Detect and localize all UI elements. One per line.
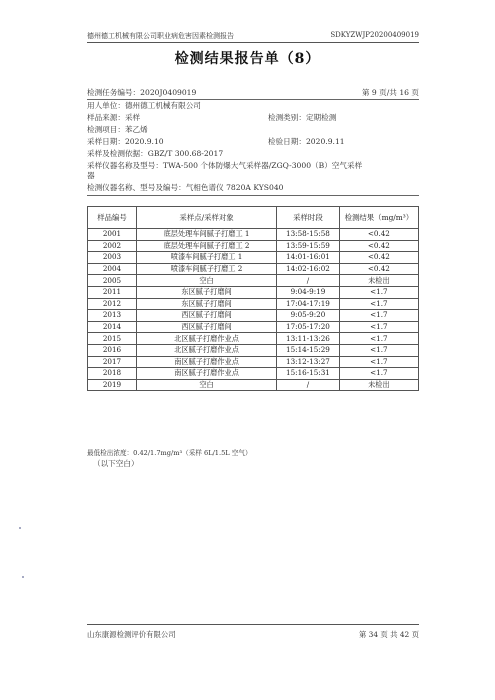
sample-no-cell: 2015 [88, 333, 137, 345]
meta-bottom-divider [87, 195, 419, 196]
result-cell: <0.42 [339, 252, 418, 264]
sampling-point-cell: 西区腻子打磨间 [136, 321, 276, 333]
blank-below-note: （以下空白） [93, 459, 139, 468]
result-cell: <1.7 [339, 310, 418, 322]
sampling-point-cell: 北区腻子打磨作业点 [136, 344, 276, 356]
sampling-point-cell: 喷漆车间腻子打磨工 1 [136, 252, 276, 264]
test-date: 检验日期：2020.9.11 [268, 137, 345, 146]
sample-no-cell: 2004 [88, 263, 137, 275]
footer-company: 山东康源检测评价有限公司 [87, 630, 176, 639]
sample-source: 样品来源：采样 [87, 113, 141, 122]
table-row [88, 321, 419, 333]
sample-no-cell: 2013 [88, 310, 137, 322]
meta-standard-row [87, 149, 419, 159]
footer-divider [87, 624, 419, 625]
sampling-point-cell: 喷漆车间腻子打磨工 2 [136, 263, 276, 275]
result-cell: 未检出 [339, 379, 418, 391]
sample-no-cell: 2018 [88, 368, 137, 380]
table-row [88, 298, 419, 310]
sampling-point-cell: 东区腻子打磨间 [136, 298, 276, 310]
result-cell: <0.42 [339, 229, 418, 241]
test-instrument: 检测仪器名称、型号及编号：气相色谱仪 7820A KYS040 [87, 183, 284, 192]
sampling-period-cell: 13:58-15:58 [277, 229, 340, 241]
result-cell: 未检出 [339, 275, 418, 287]
header-report-name: 德州德工机械有限公司职业病危害因素检测报告 [87, 32, 234, 40]
sample-no-cell: 2012 [88, 298, 137, 310]
footer-page-number: 第 34 页 共 42 页 [358, 630, 419, 639]
meta-employer-row [87, 101, 419, 111]
result-cell: <1.7 [339, 286, 418, 298]
header-sampling-period: 采样时段 [277, 207, 340, 229]
header-result: 检测结果（mg/m³） [339, 207, 418, 229]
table-row [88, 263, 419, 275]
sampling-point-cell: 底层处理车间腻子打磨工 2 [136, 240, 276, 252]
result-cell: <1.7 [339, 298, 418, 310]
result-cell: <1.7 [339, 344, 418, 356]
header-divider [87, 42, 419, 43]
report-title: 检测结果报告单（8） [174, 51, 321, 67]
detection-limit-note: 最低检出浓度：0.42/1.7mg/m³（采样 6L/1.5L 空气） [87, 449, 252, 457]
header-report-code: SDKYZWJP20200409019 [330, 31, 419, 39]
sample-no-cell: 2011 [88, 286, 137, 298]
sample-no-cell: 2003 [88, 252, 137, 264]
task-number: 检测任务编号：2020J0409019 [87, 88, 197, 97]
header-sampling-point: 采样点/采样对象 [136, 207, 276, 229]
result-cell: <1.7 [339, 356, 418, 368]
sample-no-cell: 2017 [88, 356, 137, 368]
sampling-period-cell: 9:05-9:20 [277, 310, 340, 322]
table-row [88, 368, 419, 380]
result-cell: <0.42 [339, 263, 418, 275]
table-row [88, 240, 419, 252]
table-header-row [88, 207, 419, 229]
page-indicator: 第 9 页/共 16 页 [361, 88, 419, 97]
table-row [88, 310, 419, 322]
results-table [87, 206, 419, 391]
sampling-period-cell: / [277, 379, 340, 391]
meta-divider [87, 99, 419, 100]
table-row [88, 344, 419, 356]
sampling-point-cell: 空白 [136, 379, 276, 391]
table-row [88, 252, 419, 264]
meta-item-row [87, 125, 419, 135]
sampling-period-cell: / [277, 275, 340, 287]
header-sample-no: 样品编号 [88, 207, 137, 229]
sample-no-cell: 2014 [88, 321, 137, 333]
sampling-point-cell: 东区腻子打磨间 [136, 286, 276, 298]
sample-no-cell: 2016 [88, 344, 137, 356]
table-row [88, 275, 419, 287]
meta-sampler-row [87, 161, 419, 171]
table-row [88, 229, 419, 241]
scan-speck [22, 576, 24, 578]
test-standard: 采样及检测依据：GBZ/T 300.68-2017 [87, 149, 224, 158]
sampling-period-cell: 9:04-9:19 [277, 286, 340, 298]
sampling-point-cell: 底层处理车间腻子打磨工 1 [136, 229, 276, 241]
sampling-point-cell: 南区腻子打磨作业点 [136, 368, 276, 380]
sampler-instrument-cont: 器 [87, 171, 95, 180]
sample-no-cell: 2002 [88, 240, 137, 252]
sample-date: 采样日期：2020.9.10 [87, 137, 164, 146]
result-cell: <0.42 [339, 240, 418, 252]
result-cell: <1.7 [339, 368, 418, 380]
sampling-point-cell: 南区腻子打磨作业点 [136, 356, 276, 368]
table-row [88, 286, 419, 298]
sampling-period-cell: 14:01-16:01 [277, 252, 340, 264]
scan-speck [19, 527, 21, 529]
table-row [88, 333, 419, 345]
meta-task-row [87, 88, 419, 98]
result-cell: <1.7 [339, 321, 418, 333]
table-row [88, 379, 419, 391]
meta-sampler-row-cont [87, 171, 419, 181]
sample-no-cell: 2001 [88, 229, 137, 241]
meta-instrument-row [87, 183, 419, 193]
sample-no-cell: 2019 [88, 379, 137, 391]
meta-source-row [87, 113, 419, 123]
sampling-period-cell: 15:14-15:29 [277, 344, 340, 356]
meta-date-row [87, 137, 419, 147]
employer: 用人单位：德州德工机械有限公司 [87, 101, 201, 110]
sampling-point-cell: 北区腻子打磨作业点 [136, 333, 276, 345]
sampling-period-cell: 13:11-13:26 [277, 333, 340, 345]
test-type: 检测类别：定期检测 [268, 113, 337, 122]
result-cell: <1.7 [339, 333, 418, 345]
table-row [88, 356, 419, 368]
sampling-period-cell: 15:16-15:31 [277, 368, 340, 380]
sampling-point-cell: 西区腻子打磨间 [136, 310, 276, 322]
sampling-period-cell: 13:59-15:59 [277, 240, 340, 252]
sampling-period-cell: 17:05-17:20 [277, 321, 340, 333]
sampler-instrument: 采样仪器名称及型号：TWA-500 个体防爆大气采样器/ZGQ-3000（B）空气采样 [87, 161, 363, 170]
test-item: 检测项目：苯乙烯 [87, 125, 148, 134]
sample-no-cell: 2005 [88, 275, 137, 287]
sampling-point-cell: 空白 [136, 275, 276, 287]
sampling-period-cell: 14:02-16:02 [277, 263, 340, 275]
sampling-period-cell: 13:12-13:27 [277, 356, 340, 368]
sampling-period-cell: 17:04-17:19 [277, 298, 340, 310]
